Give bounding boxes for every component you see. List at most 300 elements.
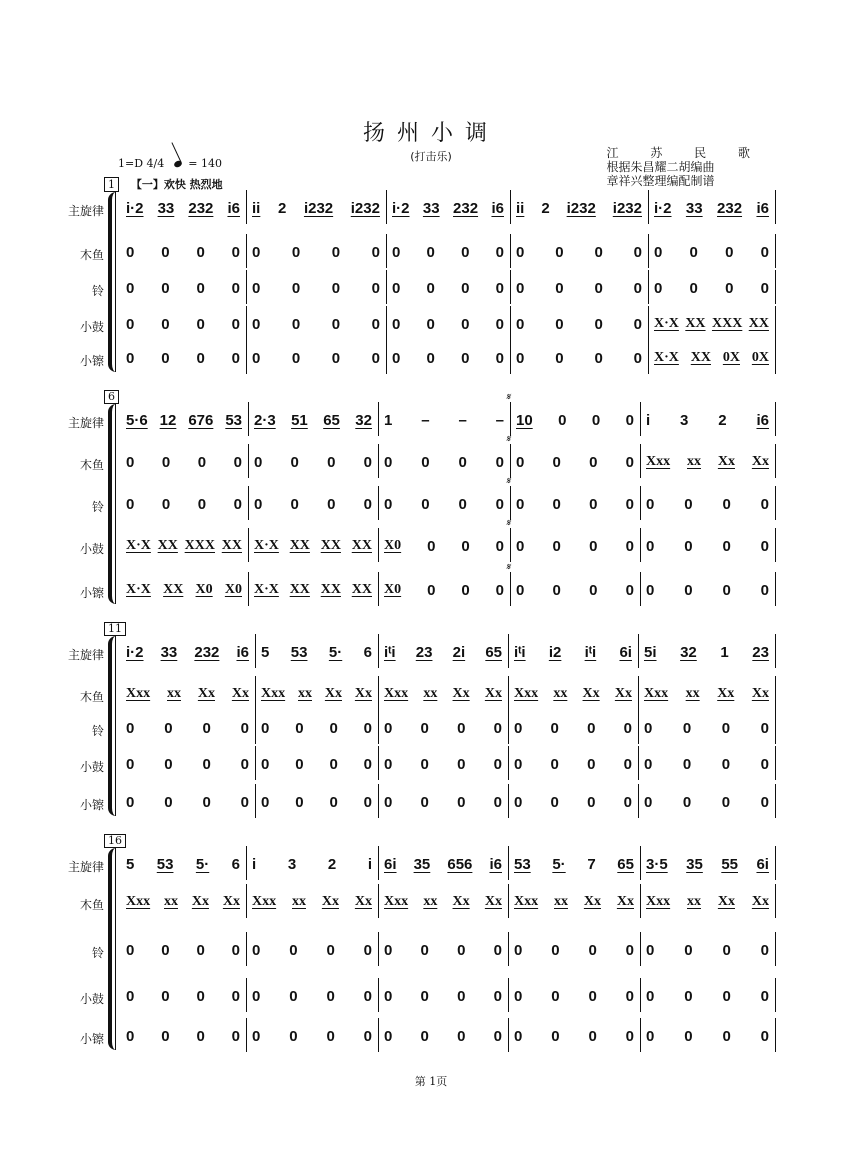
- measure: [255, 752, 378, 776]
- instrument-label: 主旋律: [67, 204, 104, 218]
- measure: [508, 790, 638, 814]
- beat: 0: [421, 495, 430, 513]
- beat: 23: [752, 643, 769, 661]
- beat: 0: [426, 243, 435, 261]
- beat: 0: [426, 279, 435, 297]
- instrument-label: 小镲: [79, 354, 104, 368]
- measure: [246, 312, 386, 336]
- beat: 33: [160, 643, 178, 661]
- beat: 0: [633, 349, 642, 367]
- beat: 0: [558, 411, 567, 429]
- score-title: 扬州小调: [362, 121, 499, 146]
- beat: 0: [514, 755, 523, 773]
- beat: 0: [202, 793, 211, 811]
- measure: [378, 1024, 508, 1048]
- beat: 0: [589, 495, 598, 513]
- beat: Xx: [484, 894, 502, 909]
- measure: [120, 534, 248, 558]
- beat: 0: [331, 315, 341, 333]
- beat: 3: [287, 855, 297, 873]
- beat: 0: [461, 279, 470, 297]
- barline: [775, 634, 776, 668]
- beat: xx: [164, 894, 178, 909]
- staff-row: [0, 790, 862, 814]
- beat: XX: [289, 582, 310, 597]
- beat: 0: [231, 279, 240, 297]
- measure: [120, 852, 246, 876]
- beat: 0: [291, 349, 301, 367]
- beat: 0: [420, 719, 429, 737]
- beat: 0: [722, 495, 731, 513]
- beat: 0: [555, 279, 564, 297]
- staff-row: [0, 196, 862, 220]
- beat: 0: [625, 1027, 634, 1045]
- beat: 0: [646, 495, 655, 513]
- beat: 0: [722, 1027, 731, 1045]
- barline: [775, 340, 776, 374]
- beat: 0: [625, 941, 634, 959]
- beat: 0: [684, 581, 693, 599]
- staff-row: [0, 434, 862, 474]
- instrument-label: 小镲: [79, 798, 104, 812]
- beat: Xx: [484, 686, 502, 701]
- measure: [638, 682, 775, 706]
- beat: 0: [202, 755, 211, 773]
- beat: 2i: [452, 643, 466, 661]
- beat: 0: [290, 495, 299, 513]
- beat: 0: [426, 349, 435, 367]
- beat: 0: [295, 793, 304, 811]
- beat: 0: [587, 793, 596, 811]
- beat: i232: [350, 199, 380, 217]
- barline: [775, 190, 776, 224]
- measure: [246, 276, 386, 300]
- beat: X0: [195, 582, 213, 597]
- measure: [508, 984, 640, 1008]
- beat: 0: [689, 243, 698, 261]
- staff-row: [0, 640, 862, 664]
- beat: Xx: [614, 686, 632, 701]
- staff-row: [0, 984, 862, 1008]
- beat: 0: [588, 1027, 597, 1045]
- measure: [120, 682, 255, 706]
- measure: [255, 640, 378, 664]
- instrument-label: 木鱼: [79, 898, 104, 912]
- beat: 7: [587, 855, 596, 873]
- beat: 0: [363, 941, 372, 959]
- beat: i6: [227, 199, 240, 217]
- credits: [607, 146, 764, 188]
- beat: 0: [196, 243, 205, 261]
- measure: [638, 640, 775, 664]
- beat: 0: [594, 243, 603, 261]
- beat: 0: [231, 941, 240, 959]
- beat: 0: [289, 941, 298, 959]
- beat: X·X: [654, 350, 679, 365]
- beat: 0: [231, 243, 240, 261]
- measure: [648, 196, 775, 220]
- measure: [120, 578, 248, 602]
- staff-row: [0, 852, 862, 876]
- beat: 0: [126, 453, 135, 471]
- beat: –: [458, 411, 467, 429]
- beat: 0: [514, 793, 523, 811]
- measure: [508, 716, 638, 740]
- barline: [775, 846, 776, 880]
- beat: i: [252, 855, 257, 873]
- measure: [640, 1024, 775, 1048]
- beat: 0: [240, 755, 249, 773]
- beat: 0: [371, 279, 380, 297]
- beat: Xx: [616, 894, 634, 909]
- beat: 0: [495, 537, 504, 555]
- measure: [120, 492, 248, 516]
- beat: 0: [654, 243, 663, 261]
- beat: 0: [555, 349, 564, 367]
- beat: 0: [252, 349, 261, 367]
- beat: 0: [646, 581, 655, 599]
- measure: [120, 408, 248, 432]
- beat: 0: [363, 453, 372, 471]
- beat: 0: [126, 793, 135, 811]
- beat: 0: [164, 793, 173, 811]
- beat: 0: [363, 495, 372, 513]
- measure: [248, 492, 378, 516]
- beat: 0: [760, 1027, 769, 1045]
- beat: 0: [426, 315, 435, 333]
- beat: 0: [371, 349, 380, 367]
- beat: 0: [550, 755, 559, 773]
- beat: 0: [633, 315, 642, 333]
- beat: 0: [625, 453, 634, 471]
- beat: 1: [384, 411, 393, 429]
- barline: [775, 234, 776, 268]
- beat: Xx: [354, 894, 372, 909]
- beat: 0: [363, 755, 372, 773]
- beat: 0: [684, 537, 693, 555]
- beat: 0: [252, 315, 261, 333]
- beat: 0: [261, 755, 270, 773]
- beat: 232: [194, 643, 220, 661]
- instrument-label: 小鼓: [79, 320, 104, 334]
- beat: 0: [760, 987, 769, 1005]
- beat: 0: [633, 279, 642, 297]
- beat: 1: [720, 643, 729, 661]
- beat: ii: [252, 199, 261, 217]
- beat: 0: [363, 987, 372, 1005]
- beat: 53: [290, 643, 308, 661]
- staff-row: [0, 716, 862, 740]
- beat: xx: [554, 894, 568, 909]
- beat: Xxx: [261, 686, 286, 701]
- beat: 0: [295, 755, 304, 773]
- beat: 0: [161, 315, 170, 333]
- measure: [120, 716, 255, 740]
- beat: Xx: [321, 894, 339, 909]
- beat: i·2: [654, 199, 672, 217]
- beat: 0: [384, 793, 393, 811]
- beat: 0: [587, 755, 596, 773]
- beat: 5i: [644, 643, 657, 661]
- beat: 0: [164, 719, 173, 737]
- beat: 0: [646, 987, 655, 1005]
- instrument-label: 铃: [91, 500, 104, 514]
- beat: 0: [384, 719, 393, 737]
- beat: 12: [159, 411, 177, 429]
- beat: 0: [552, 453, 561, 471]
- measure: [378, 790, 508, 814]
- beat: X·X: [254, 582, 279, 597]
- measure-number-box: 16: [104, 834, 126, 848]
- beat: Xxx: [384, 686, 409, 701]
- beat: 0: [594, 349, 603, 367]
- beat: 0: [588, 941, 597, 959]
- beat: 2: [327, 855, 337, 873]
- beat: XXX: [184, 538, 215, 553]
- beat: 0: [196, 315, 205, 333]
- beat: 0: [371, 243, 380, 261]
- beat: XX: [163, 582, 184, 597]
- beat: 0: [495, 495, 504, 513]
- beat: 0: [682, 755, 692, 773]
- beat: 0: [363, 719, 372, 737]
- beat: 0: [516, 495, 525, 513]
- beat: i6: [756, 199, 769, 217]
- beat: 0: [252, 1027, 261, 1045]
- beat: 0: [589, 537, 598, 555]
- instrument-label: 小鼓: [79, 542, 104, 556]
- beat: iᵗi: [584, 643, 597, 661]
- measure: [386, 196, 510, 220]
- beat: 0: [495, 279, 504, 297]
- beat: 0: [552, 495, 561, 513]
- beat: 0: [760, 537, 769, 555]
- beat: 0: [684, 941, 693, 959]
- beat: 0: [384, 755, 393, 773]
- beat: 0: [161, 243, 170, 261]
- beat: 6i: [384, 855, 397, 873]
- beat: 0: [760, 495, 769, 513]
- beat: 656: [447, 855, 473, 873]
- beat: 0: [550, 719, 559, 737]
- measure: [120, 890, 246, 914]
- measure: [246, 890, 378, 914]
- beat: 0: [161, 941, 170, 959]
- beat: 65: [485, 643, 502, 661]
- beat: 0: [760, 243, 769, 261]
- instrument-label: 铃: [91, 284, 104, 298]
- beat: 53: [156, 855, 174, 873]
- beat: XX: [221, 538, 242, 553]
- measure: [246, 346, 386, 370]
- instrument-label: 小镲: [79, 1032, 104, 1046]
- beat: 0: [126, 279, 135, 297]
- beat: 0: [331, 349, 341, 367]
- beat: 0: [625, 411, 634, 429]
- beat: 0: [427, 581, 436, 599]
- beat: 0: [514, 1027, 523, 1045]
- beat: X·X: [126, 582, 151, 597]
- key-time-signature: 1=D 4/4: [118, 157, 165, 170]
- measure: [638, 716, 775, 740]
- measure: [640, 492, 775, 516]
- measure: [510, 346, 648, 370]
- beat: Xx: [751, 894, 769, 909]
- beat: xx: [167, 686, 181, 701]
- beat: 0: [551, 1027, 560, 1045]
- beat: 0: [384, 1027, 393, 1045]
- beat: 0: [623, 755, 632, 773]
- segno-icon: 𝄋: [506, 434, 511, 445]
- beat: 6: [231, 855, 240, 873]
- segno-icon: 𝄋: [506, 476, 511, 487]
- beat: Xx: [452, 686, 470, 701]
- beat: 0: [646, 1027, 655, 1045]
- beat: 0: [427, 537, 436, 555]
- beat: 32: [680, 643, 697, 661]
- measure: [508, 852, 640, 876]
- instrument-label: 小鼓: [79, 760, 104, 774]
- beat: XX: [748, 316, 769, 331]
- beat: 232: [188, 199, 214, 217]
- beat: i232: [612, 199, 642, 217]
- beat: 232: [453, 199, 479, 217]
- beat: 0: [654, 279, 663, 297]
- credit-origin: 江 苏 民 歌: [606, 146, 764, 160]
- beat: 2·3: [254, 411, 276, 429]
- beat: 0: [261, 719, 270, 737]
- beat: 0: [371, 315, 380, 333]
- measure: [246, 938, 378, 962]
- beat: Xx: [354, 686, 372, 701]
- beat: 0: [392, 315, 401, 333]
- beat: 0: [760, 279, 769, 297]
- beat: 0: [589, 581, 598, 599]
- beat: X0: [224, 582, 242, 597]
- beat: 0: [722, 941, 731, 959]
- measure: [378, 578, 510, 602]
- beat: 0: [197, 495, 207, 513]
- beat: 0: [252, 279, 261, 297]
- beat: 5·: [552, 855, 566, 873]
- measure: [378, 938, 508, 962]
- measure: [255, 790, 378, 814]
- beat: 0: [326, 987, 335, 1005]
- beat: 0: [161, 279, 170, 297]
- beat: 0: [682, 719, 692, 737]
- beat: 0: [291, 243, 301, 261]
- staff-row: [0, 518, 862, 558]
- beat: 0: [495, 453, 504, 471]
- beat: 0: [196, 279, 205, 297]
- beat: Xx: [751, 686, 769, 701]
- measure: [378, 450, 510, 474]
- beat: 0: [231, 987, 240, 1005]
- beat: X0: [384, 582, 402, 597]
- beat: iᵗi: [514, 643, 526, 661]
- beat: 0: [457, 719, 466, 737]
- beat: 0: [493, 987, 502, 1005]
- instrument-label: 主旋律: [67, 416, 104, 430]
- beat: 0: [164, 755, 173, 773]
- measure: [120, 790, 255, 814]
- measure: [640, 450, 775, 474]
- beat: X0: [384, 538, 402, 553]
- beat: 0: [161, 453, 171, 471]
- beat: i232: [303, 199, 334, 217]
- beat: 0: [126, 243, 135, 261]
- beat: 65: [617, 855, 634, 873]
- measure: [120, 276, 246, 300]
- beat: Xx: [197, 686, 215, 701]
- beat: XX: [157, 538, 178, 553]
- measure: [378, 682, 508, 706]
- beat: Xx: [582, 686, 600, 701]
- beat: 0: [240, 719, 249, 737]
- beat: 0: [326, 941, 335, 959]
- beat: 0: [493, 755, 502, 773]
- beat: 0: [760, 755, 769, 773]
- barline: [775, 676, 776, 710]
- staff-row: [0, 890, 862, 914]
- beat: XX: [685, 316, 706, 331]
- beat: 0: [421, 453, 430, 471]
- beat: 0: [126, 1027, 135, 1045]
- measure: [648, 346, 775, 370]
- beat: XX: [351, 538, 372, 553]
- beat: Xxx: [514, 894, 539, 909]
- beat: 0: [493, 719, 502, 737]
- measure: [378, 890, 508, 914]
- section-label: 【一】欢快 热烈地: [130, 178, 223, 191]
- beat: 65: [323, 411, 340, 429]
- beat: 0: [516, 315, 525, 333]
- beat: Xx: [231, 686, 249, 701]
- beat: 0: [646, 941, 655, 959]
- measure: [386, 276, 510, 300]
- measure: [378, 408, 510, 432]
- beat: 0: [721, 755, 731, 773]
- beat: X·X: [254, 538, 279, 553]
- beat: 0: [725, 243, 734, 261]
- staff-row: [0, 312, 862, 336]
- beat: 0: [329, 719, 338, 737]
- measure: [246, 852, 378, 876]
- beat: i6: [756, 411, 769, 429]
- beat: 0: [126, 495, 135, 513]
- beat: 0: [363, 793, 372, 811]
- measure: [508, 890, 640, 914]
- segno-icon: 𝄋: [506, 392, 511, 403]
- beat: 0: [384, 495, 393, 513]
- measure: [248, 450, 378, 474]
- staff-row: [0, 240, 862, 264]
- beat: 0: [625, 495, 634, 513]
- beat: 0: [514, 941, 523, 959]
- key-tempo: [118, 157, 222, 170]
- beat: 232: [717, 199, 743, 217]
- measure: [378, 640, 508, 664]
- beat: 0: [231, 1027, 240, 1045]
- beat: 2: [541, 199, 550, 217]
- beat: 0: [760, 719, 769, 737]
- beat: 0: [516, 581, 525, 599]
- beat: 0: [689, 279, 698, 297]
- beat: 0: [461, 537, 470, 555]
- beat: 2: [718, 411, 727, 429]
- measure: [246, 984, 378, 1008]
- beat: 3·5: [646, 855, 668, 873]
